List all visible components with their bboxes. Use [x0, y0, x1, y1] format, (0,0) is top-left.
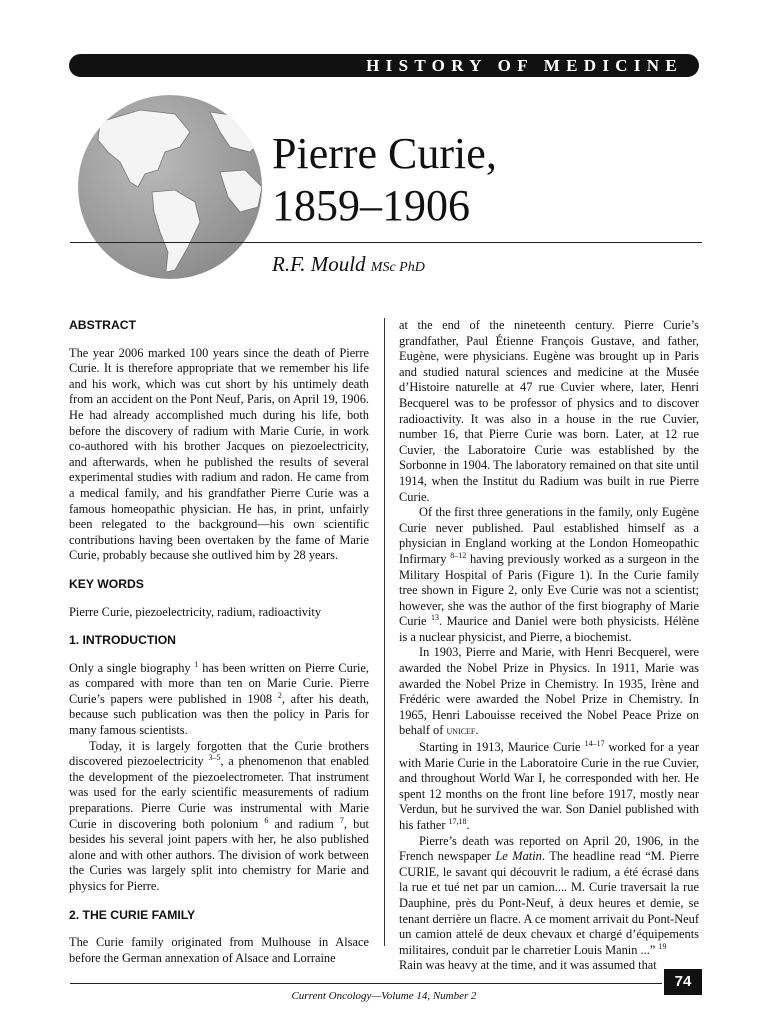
- page-number: 74: [664, 969, 702, 995]
- right-paragraph-1: at the end of the nineteenth century. Pierre Curie’s grandfather, Paul Étienne François Gustave, and father, Eugène, were physicians. Eugène was brought up in Paris and studied natural sciences and medicine at the Musée d’Histoire naturelle at 47 rue Cuvier where, later, Henri Becquerel was to be professor of physics and to discover radioactivity. It was also in a house in the rue Cuvier, number 16, that Pierre Curie was born. Later, at 12 rue Cuvier, the Laboratoire Curie was established by the Sorbonne in 1904. The laboratory remained on that site until 1914, when the Institut du Radium was built in rue Pierre Curie.: [399, 318, 699, 504]
- banner-text: HISTORY OF MEDICINE: [366, 56, 683, 75]
- keywords-heading: KEY WORDS: [69, 576, 144, 591]
- right-paragraph-6: Rain was heavy at the time, and it was assumed that: [399, 958, 657, 973]
- right-paragraph-5: Pierre’s death was reported on April 20, 1906, in the French newspaper Le Matin. The headline read “M. Pierre CURIE, le savant qui découvrit le radium, a été écrasé dans la rue et tué net par un camion.... M. Curie traversait la rue Dauphine, près du Pont-Neuf, à deux heures et demie, se tenant derrière un flacre. A ce moment arrivait du Pont-Neuf un camion attelé de deux chevaux et chargé d’équipements militaires, conduit par le charretier Louis Manin ...” $^{19}$: [399, 833, 699, 957]
- title-line-1: Pierre Curie,: [272, 129, 497, 178]
- author-name: R.F. Mould: [272, 252, 366, 276]
- globe-icon: [70, 92, 270, 282]
- intro-paragraph-2: Today, it is largely forgotten that the Curie brothers discovered piezoelectricity $^{3-5}$, a phenomenon that enabled the development of the piezoelectrometer. That instrument was used for the early scientific measurements of radium preparations. Pierre Curie was instrumental with Marie Curie in discovering both polonium $^6$ and radium $^7$, but besides his several joint papers with her, he also published alone and with other authors. The division of work between the Curies was largely split into chemistry for Marie and physics for Pierre.: [69, 738, 369, 893]
- right-paragraph-2: Of the first three generations in the family, only Eugène Curie never published. Paul established himself as a physician in England working at the London Homeopathic Infirmary $^{8-12}$ having previously worked as a surgeon in the Military Hospital of Paris (Figure 1). In the Curie family tree shown in Figure 2, only Eve Curie was not a scientist; however, she was the author of the first biography of Marie Curie $^{13}$. Maurice and Daniel were both physicists. Hélène is a nuclear physicist, and Pierre, a biochemist.: [399, 505, 700, 644]
- intro-paragraph-1: Only a single biography $^1$ has been written on Pierre Curie, as compared with more than ten on Marie Curie. Pierre Curie’s papers were published in 1908 $^2$, after his death, because such publication was then the policy in Paris for many famous scientists.: [69, 659, 369, 738]
- right-paragraph-4: Starting in 1913, Maurice Curie $^{14-17}$ worked for a year with Marie Curie in the Laboratoire Curie in the rue Cuvier, and throughout World War I, he corresponded with her. He spent 12 months on the front line before 1917, mostly near Verdun, but he survived the war. Son Daniel published with his father $^{17,18}$.: [399, 738, 699, 832]
- keywords-text: Pierre Curie, piezoelectricity, radium, radioactivity: [69, 604, 322, 619]
- right-paragraph-3: In 1903, Pierre and Marie, with Henri Becquerel, were awarded the Nobel Prize in Physics. In 1911, Marie was awarded the Nobel Prize in Chemistry. In 1935, Irène and Frédéric were awarded the Nobel Prize in Chemistry. In 1965, Henri Labouisse received the Nobel Peace Prize on behalf of unicef.: [399, 645, 699, 738]
- column-divider: [384, 318, 385, 946]
- family-paragraph-1: The Curie family originated from Mulhouse in Alsace before the German annexation of Alsace and Lorraine: [69, 935, 369, 965]
- right-column: [399, 318, 699, 974]
- author-line: [272, 252, 425, 277]
- curie-family-heading: 2. THE CURIE FAMILY: [69, 907, 196, 922]
- introduction-heading: 1. INTRODUCTION: [69, 633, 176, 648]
- section-banner: [69, 54, 699, 77]
- journal-footer: Current Oncology—Volume 14, Number 2: [291, 990, 477, 1002]
- abstract-text: The year 2006 marked 100 years since the death of Pierre Curie. It is therefore appropriate that we remember his life and his work, which was cut short by his untimely death from an accident on the Pont Neuf, Paris, on April 19, 1906. He had already accomplished much during his life, both before the discovery of radium with Marie Curie, in work co-authored with his brother Jacques on piezoelectricity, and afterwards, when he published the results of several experimental studies with radium and radon. He came from a medical family, and his grandfather Pierre Curie was a famous homeopathic physician. He has, in print, unfairly been relegated to the background—his own scientific contributions having been overtaken by the fame of Marie Curie, probably because she outlived him by 28 years.: [69, 345, 369, 563]
- title-line-2: 1859–1906: [272, 181, 470, 230]
- author-degrees: MSc PhD: [370, 260, 425, 275]
- abstract-heading: ABSTRACT: [69, 318, 137, 332]
- header-rule: [70, 242, 702, 243]
- footer-rule: [70, 983, 662, 984]
- article-title: [272, 128, 497, 232]
- left-column: [69, 318, 369, 966]
